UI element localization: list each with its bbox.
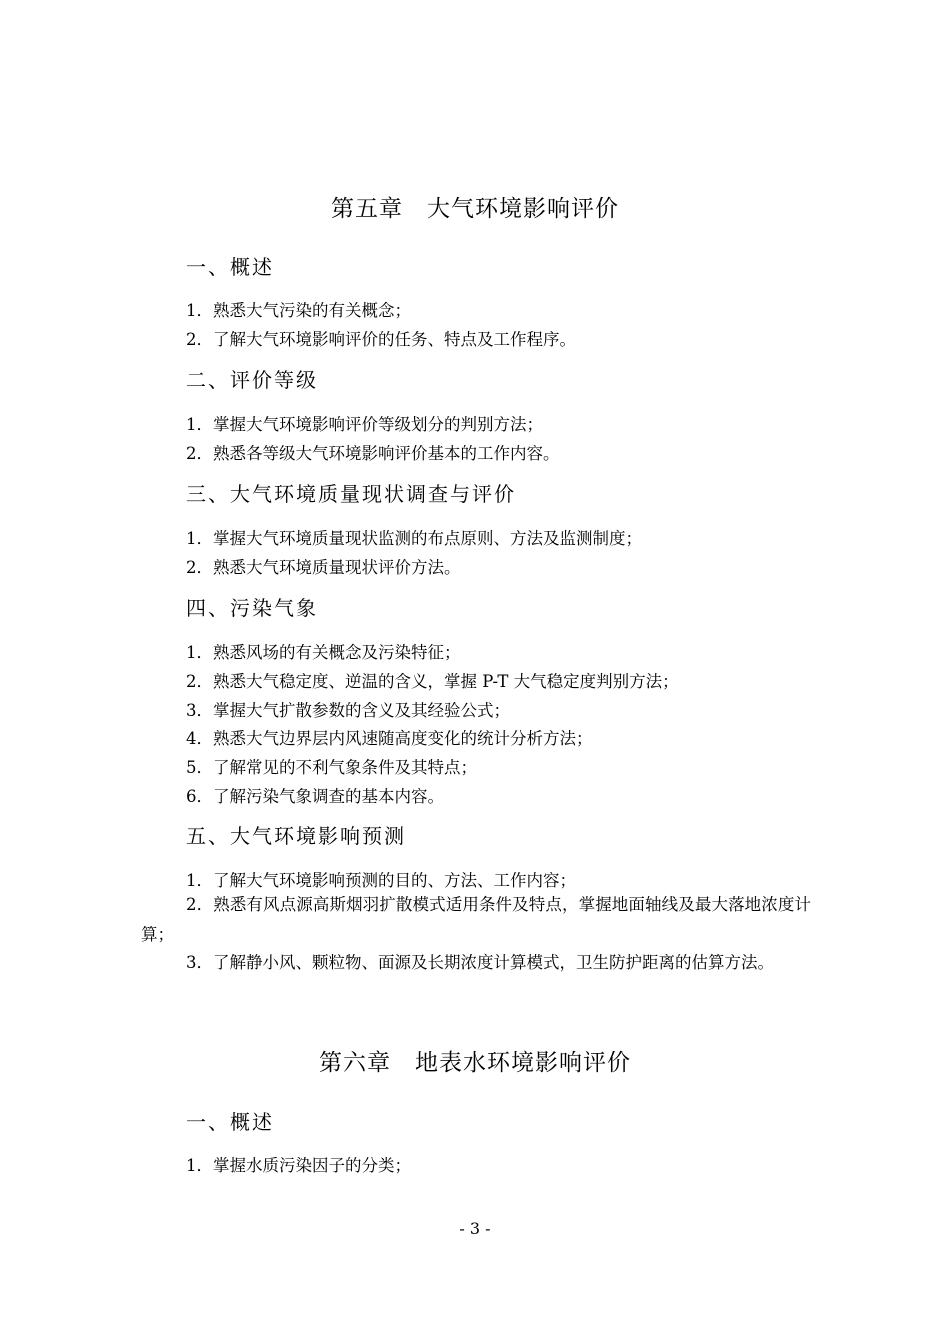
list-item: 2．了解大气环境影响评价的任务、特点及工作程序。: [186, 330, 576, 349]
section-heading: 四、污染气象: [186, 596, 318, 620]
list-item: 1．了解大气环境影响预测的目的、方法、工作内容；: [186, 871, 576, 890]
list-item: 2．熟悉各等级大气环境影响评价基本的工作内容。: [186, 444, 560, 463]
section-heading: 一、概述: [186, 1110, 274, 1134]
list-item: 4．熟悉大气边界层内风速随高度变化的统计分析方法；: [186, 729, 593, 748]
list-item: 5．了解常见的不利气象条件及其特点；: [186, 758, 477, 777]
section-heading: 二、评价等级: [186, 368, 318, 392]
list-item-paragraph: 3．了解静小风、颗粒物、面源及长期浓度计算模式，卫生防护距离的估算方法。: [186, 953, 774, 972]
list-item: 1．掌握水质污染因子的分类；: [186, 1156, 411, 1175]
list-item: 1．熟悉大气污染的有关概念；: [186, 301, 411, 320]
section-heading: 一、概述: [186, 255, 274, 279]
list-item: 2．熟悉大气环境质量现状评价方法。: [186, 558, 461, 577]
list-item: 6．了解污染气象调查的基本内容。: [186, 787, 444, 806]
list-item: 2．熟悉大气稳定度、逆温的含义，掌握 P-T 大气稳定度判别方法；: [186, 672, 679, 691]
section-heading: 五、大气环境影响预测: [186, 824, 406, 848]
list-item-paragraph: 2．熟悉有风点源高斯烟羽扩散模式适用条件及特点，掌握地面轴线及最大落地浓度计算；: [141, 895, 811, 944]
page-number: - 3 -: [459, 1219, 491, 1238]
list-item: 1．掌握大气环境质量现状监测的布点原则、方法及监测制度；: [186, 529, 642, 548]
list-item: 1．熟悉风场的有关概念及污染特征；: [186, 643, 461, 662]
section-heading: 三、大气环境质量现状调查与评价: [186, 482, 516, 506]
chapter-5-title: 第五章 大气环境影响评价: [331, 196, 619, 222]
list-item: 3．掌握大气扩散参数的含义及其经验公式；: [186, 701, 510, 720]
list-item: 1．掌握大气环境影响评价等级划分的判别方法；: [186, 415, 543, 434]
chapter-6-title: 第六章 地表水环境影响评价: [319, 1050, 631, 1076]
